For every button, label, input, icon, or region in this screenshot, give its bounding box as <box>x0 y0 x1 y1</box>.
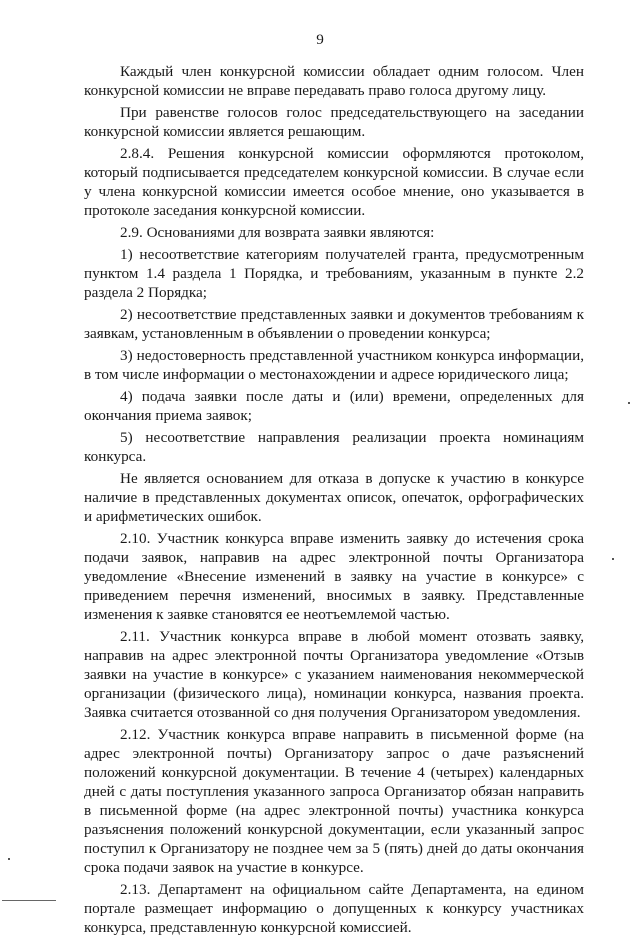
paragraph-2-12: 2.12. Участник конкурса вправе направить в письменной форме (на адрес электронной почты) Организатору запрос о даче разъяснений положений конкурсной документации. В течение 4 (четырех) календарных дней с даты поступления указанного запроса Организатор обязан направить в письменной форме (на адрес электронной почты) участника конкурса разъяснения положений конкурсной документации, если указанный запрос поступил к Организатору не позднее чем за 5 (пять) дней до даты окончания срока подачи заявок на участие в конкурсе. <box>84 726 584 876</box>
paragraph-2-8-4: 2.8.4. Решения конкурсной комиссии оформляются протоколом, который подписывается председателем конкурсной комиссии. В случае если у члена конкурсной комиссии имеется особое мнение, оно указывается в протоколе заседания конкурсной комиссии. <box>84 145 584 219</box>
list-item-2: 2) несоответствие представленных заявки и документов требованиям к заявкам, установленным в объявлении о проведении конкурса; <box>84 306 584 342</box>
scan-speck <box>628 402 630 404</box>
scan-speck <box>612 558 614 560</box>
paragraph-2-13: 2.13. Департамент на официальном сайте Департамента, на едином портале размещает информацию о допущенных к конкурсу участниках конкурса, представленную конкурсной комиссией. <box>84 881 584 936</box>
paragraph-typos: Не является основанием для отказа в допуске к участию в конкурсе наличие в представленных документах описок, опечаток, орфографических и арифметических ошибок. <box>84 470 584 525</box>
document-body <box>84 62 584 940</box>
list-item-5: 5) несоответствие направления реализации проекта номинациям конкурса. <box>84 429 584 465</box>
scan-edge-line <box>2 900 56 901</box>
list-item-1: 1) несоответствие категориям получателей гранта, предусмотренным пунктом 1.4 раздела 1 Порядка, и требованиям, указанным в пункте 2.2 раздела 2 Порядка; <box>84 246 584 301</box>
paragraph-2-11: 2.11. Участник конкурса вправе в любой момент отозвать заявку, направив на адрес электронной почты Организатора уведомление «Отзыв заявки на участие в конкурсе» с указанием наименования некоммерческой организации (физического лица), номинации конкурса, названия проекта. Заявка считается отозванной со дня получения Организатором уведомления. <box>84 628 584 721</box>
paragraph-2-9: 2.9. Основаниями для возврата заявки являются: <box>120 224 435 241</box>
page-number: 9 <box>316 31 324 48</box>
list-item-3: 3) недостоверность представленной участником конкурса информации, в том числе информации о местонахождении и адресе юридического лица; <box>84 347 584 383</box>
paragraph-2-10: 2.10. Участник конкурса вправе изменить заявку до истечения срока подачи заявок, направив на адрес электронной почты Организатора уведомление «Внесение изменений в заявку на участие в конкурсе» с приведением перечня изменений, вносимых в заявку. Представленные изменения к заявке становятся ее неотъемлемой частью. <box>84 530 584 623</box>
paragraph-vote: Каждый член конкурсной комиссии обладает одним голосом. Член конкурсной комиссии не вправе передавать право голоса другому лицу. <box>84 63 584 99</box>
scan-speck <box>8 858 10 860</box>
paragraph-tie-vote: При равенстве голосов голос председательствующего на заседании конкурсной комиссии является решающим. <box>84 104 584 140</box>
list-item-4: 4) подача заявки после даты и (или) времени, определенных для окончания приема заявок; <box>84 388 584 424</box>
